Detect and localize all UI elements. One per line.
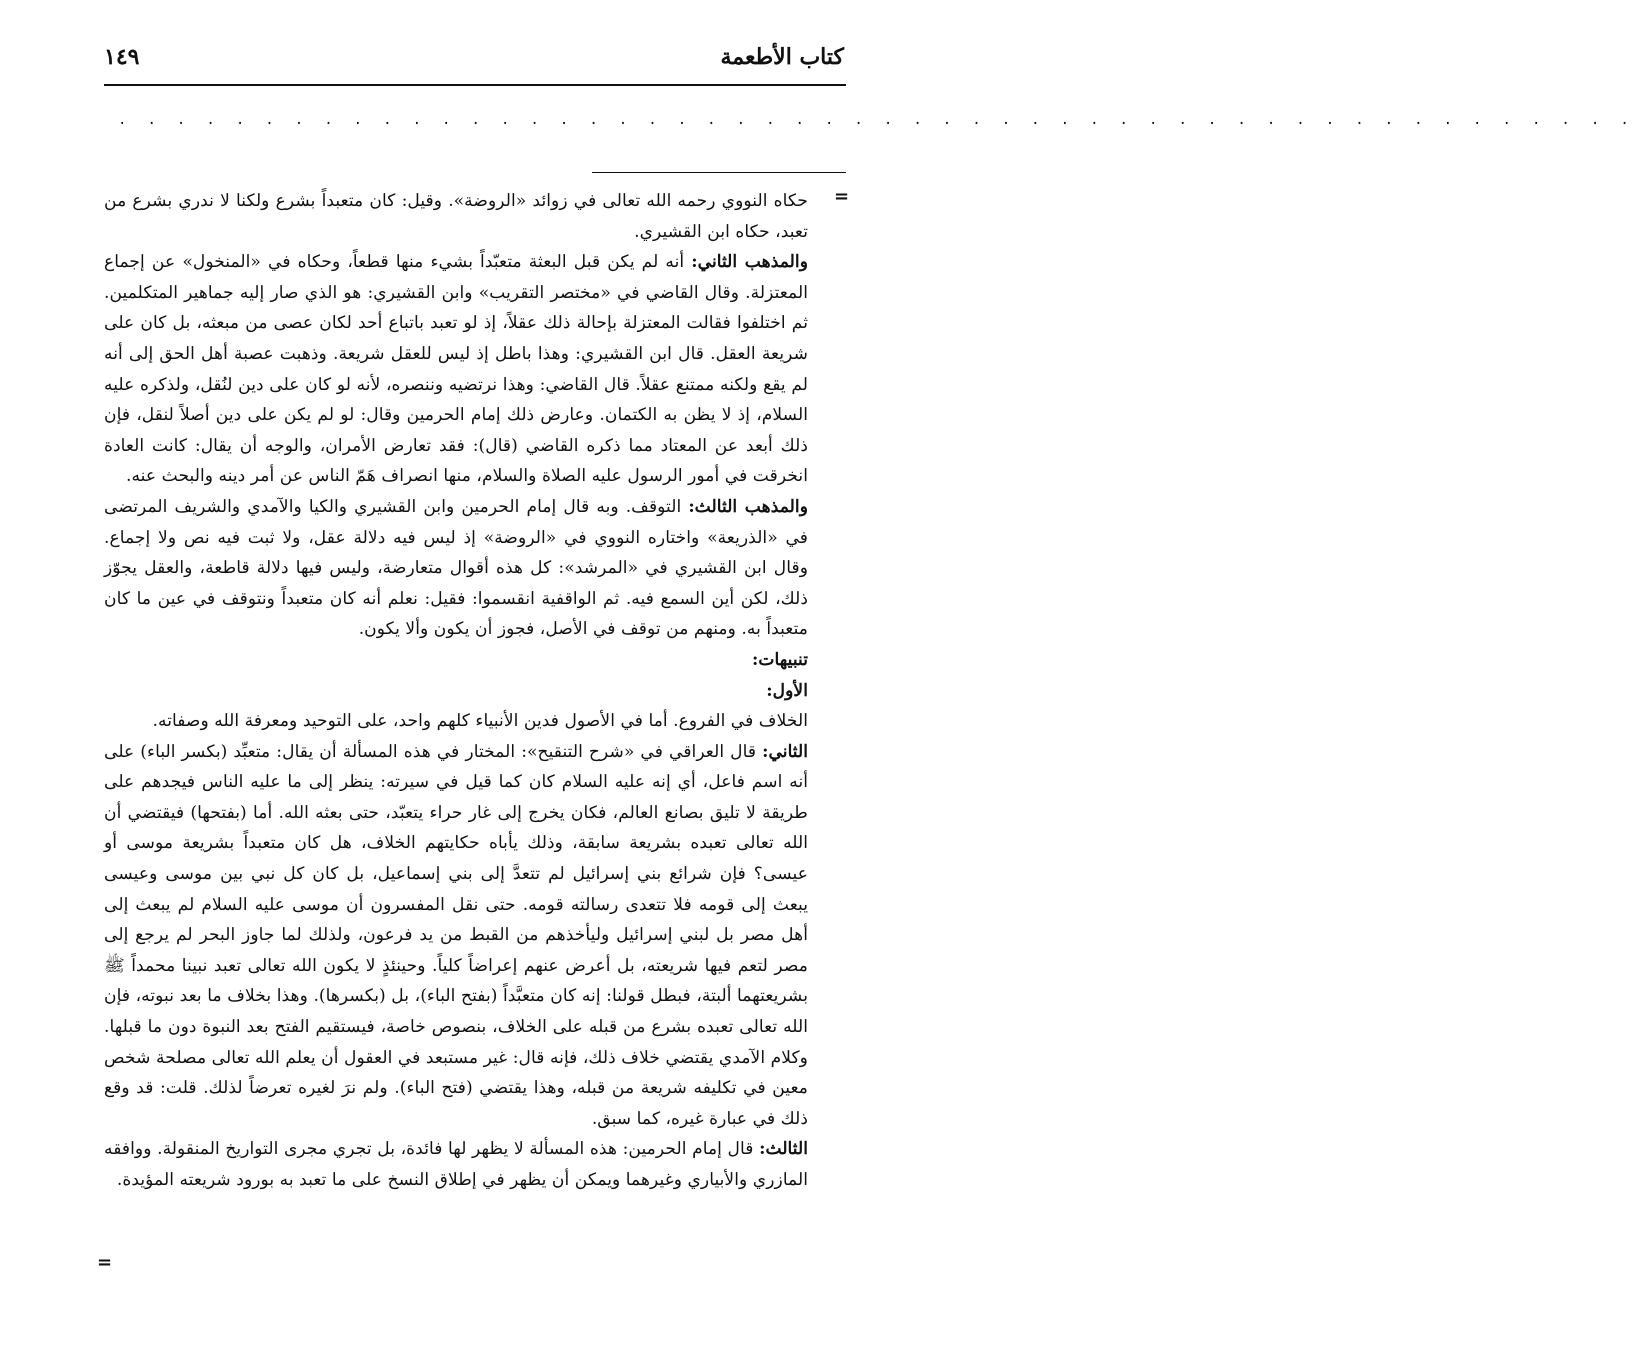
paragraph: [104, 186, 808, 247]
paragraph-lead: والمذهب الثالث:: [688, 496, 808, 517]
paragraph-text: قال إمام الحرمين: هذه المسألة لا يظهر لها فائدة، بل تجري مجرى التواريخ المنقولة. ووافقه المازري والأبياري وغيرهما ويمكن أن يظهر في إطلاق النسخ على ما تعبد به بورود شريعته المؤيدة.: [104, 1139, 808, 1190]
paragraph-text: حكاه النووي رحمه الله تعالى في زوائد «الروضة». وقيل: كان متعبداً بشرع ولكنا لا ندري بشرع من تعبد، حكاه ابن القشيري.: [104, 191, 808, 242]
heading-text: تنبيهات:: [751, 649, 808, 670]
paragraph-lead: الثاني:: [762, 741, 808, 762]
paragraph: [104, 737, 808, 1135]
paragraph-lead: الثالث:: [759, 1139, 808, 1160]
paragraph: [104, 247, 808, 492]
running-title: كتاب الأطعمة: [720, 44, 844, 70]
paragraph-text: قال العراقي في «شرح التنقيح»: المختار في هذه المسألة أن يقال: متعبِّد (بكسر الباء) على أنه اسم فاعل، أي إنه عليه السلام كان كما قيل في سيرته: ينظر إلى ما عليه الناس فيجدهم على طريقة لا تليق بصانع العالم، فكان يخرج إلى غار حراء يتعبّد، حتى بعثه الله. أما (بفتحها) فيقتضي أن الله تعالى تعبده بشريعة سابقة، وذلك يأباه حكايتهم الخلاف، هل كان متعبداً بشريعة موسى أو عيسى؟ فإن شرائع بني إسرائيل لم تتعدَّ إلى بني إسماعيل، بل كان كل نبي بين موسى وعيسى يبعث إلى قومه فلا تتعدى رسالته قومه. حتى نقل المفسرون أن موسى عليه السلام لم يبعث إلى أهل مصر بل لبني إسرائيل وليأخذهم من القبط من يد فرعون، ولذلك لما جاوز البحر لم يرجع إلى مصر لتعم فيها شريعته، بل أعرض عنهم إعراضاً كلياً. وحينئذٍ لا يكون الله تعالى تعبد نبينا محمداً ﷺ بشريعتهما ألبتة، فبطل قولنا: إنه كان متعبَّداً (بفتح الباء)، بل (بكسرها). وهذا بخلاف ما بعد نبوته، فإن الله تعالى تعبده بشرع من قبله على الخلاف، بنصوص خاصة، فيستقيم الفتح بعد النبوة دون ما قبلها. وكلام الآمدي يقتضي خلاف ذلك، فإنه قال: غير مستبعد في العقول أن يعلم الله تعالى مصلحة شخص معين في تكليفه شريعة من قبله، وهذا يقتضي (فتح الباء). ولم نرَ لغيره تعرضاً لذلك. قلت: قد وقع ذلك في عبارة غيره، كما سبق.: [104, 741, 808, 1129]
paragraph: [104, 1134, 808, 1195]
continuation-mark-bottom: =: [97, 1252, 113, 1273]
page-header: [104, 38, 844, 84]
header-rule: [104, 84, 846, 86]
heading-text: الأول:: [766, 680, 808, 701]
paragraph-lead: والمذهب الثاني:: [691, 252, 808, 273]
continuation-mark-top: =: [834, 186, 850, 207]
paragraph-text: الخلاف في الفروع. أما في الأصول فدين الأنبياء كلهم واحد، على التوحيد ومعرفة الله وصفاته.: [152, 711, 808, 732]
paragraph-text: التوقف. وبه قال إمام الحرمين وابن القشيري والكيا والآمدي والشريف المرتضى في «الذريعة» واختاره النووي في «الروضة» إذ ليس فيه دلالة عقل، ولا ثبت فيه نص ولا إجماع. وقال ابن القشيري في «المرشد»: كل هذه أقوال متعارضة، وليس فيها دلالة قاطعة، والعقل يجوّز ذلك، لكن أين السمع فيه. ثم الواقفية انقسموا: فقيل: نعلم أنه كان متعبداً ونتوقف في عين ما كان متعبداً به. ومنهم من توقف في الأصل، فجوز أن يكون وألا يكون.: [104, 496, 808, 640]
separator-dots: . . . . . . . . . . . . . . . . . . . . . . . . . . . . . . . . . . . . . . . . . . . . . . . . . . . .: [118, 112, 1635, 128]
section-heading: [104, 676, 808, 707]
footnote-body: [104, 186, 808, 1196]
paragraph: [104, 706, 808, 737]
paragraph: [104, 492, 808, 645]
paragraph-text: أنه لم يكن قبل البعثة متعبّداً بشيء منها قطعاً، وحكاه في «المنخول» عن إجماع المعتزلة. وقال القاضي في «مختصر التقريب» وابن القشيري: هو الذي صار إليه جماهير المتكلمين. ثم اختلفوا فقالت المعتزلة بإحالة ذلك عقلاً، إذ لو تعبد باتباع أحد لكان عصى من مبعثه، بل كان على شريعة العقل. قال ابن القشيري: وهذا باطل إذ ليس للعقل شريعة. وذهبت عصبة أهل الحق إلى أنه لم يقع ولكنه ممتنع عقلاً. قال القاضي: وهذا نرتضيه وننصره، لأنه لو كان على دين لنُقل، ولذكره عليه السلام، إذ لا يظن به الكتمان. وعارض ذلك إمام الحرمين وقال: لو لم يكن على دين أصلاً لنقل، فإن ذلك أبعد عن المعتاد مما ذكره القاضي (قال): فقد تعارض الأمران، والوجه أن يقال: كانت العادة انخرقت في أمور الرسول عليه الصلاة والسلام، منها انصراف هَمّ الناس عن أمر دينه والبحث عنه.: [104, 252, 808, 487]
footnote-rule: [592, 172, 846, 173]
page-number: ١٤٩: [104, 44, 140, 70]
section-heading: [104, 645, 808, 676]
